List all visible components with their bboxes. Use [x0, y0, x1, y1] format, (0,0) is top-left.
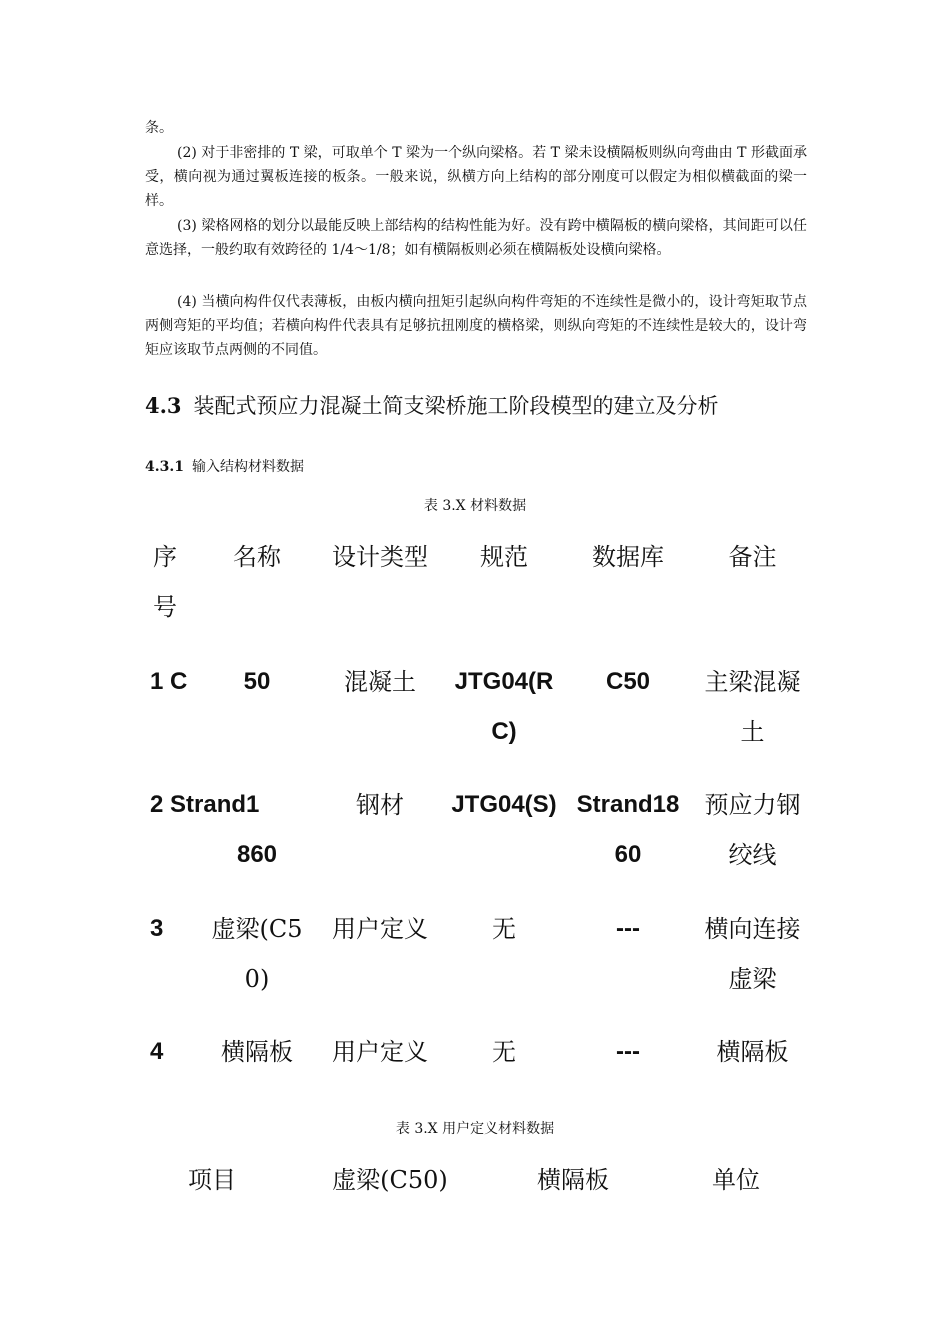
subsection-title: 输入结构材料数据: [191, 459, 304, 475]
table1-cell: JTG04(S): [451, 791, 557, 818]
table2-header-dummy-beam: 虚梁(C50): [332, 1166, 448, 1194]
subsection-heading: [145, 456, 304, 476]
table1-cell: 横隔板: [221, 1038, 293, 1066]
table1-cell: 横隔板: [716, 1038, 789, 1066]
table1-cell: C50: [605, 668, 651, 695]
table1-header-design-type: 设计类型: [332, 543, 428, 571]
table1-cell: 无: [492, 1038, 516, 1066]
table1-caption: 表 3.X 材料数据: [423, 498, 527, 514]
table1-cell: 1 C: [150, 668, 188, 695]
table1-header-database: 数据库: [592, 543, 664, 571]
table1-cell: 3: [150, 915, 164, 942]
table1-cell: 虚梁(C50): [211, 915, 303, 993]
section-heading: [145, 390, 719, 420]
table1-cell: 无: [492, 915, 516, 943]
table1-cell: 用户定义: [332, 915, 428, 943]
table1-cell: 860: [236, 841, 278, 868]
table1-cell: ---: [616, 915, 640, 942]
section-title: 装配式预应力混凝土简支梁桥施工阶段模型的建立及分析: [193, 394, 719, 418]
table1-cell: 用户定义: [332, 1038, 428, 1066]
table1-header-name: 名称: [233, 543, 281, 571]
table1-cell: 2 Strand1: [150, 791, 260, 818]
table1-cell: 4: [150, 1038, 164, 1065]
section-number: 4.3: [145, 393, 182, 418]
subsection-number: 4.3.1: [145, 459, 184, 475]
table2-header-diaphragm: 横隔板: [537, 1166, 609, 1194]
table2-caption: 表 3.X 用户定义材料数据: [395, 1121, 555, 1137]
table1-header-code: 规范: [480, 543, 528, 571]
table1-header-remark: 备注: [728, 543, 777, 571]
table1-cell: 预应力钢绞线: [704, 791, 801, 869]
table2-header-unit: 单位: [712, 1166, 760, 1194]
paragraph-4: (4) 当横向构件仅代表薄板，由板内横向扭矩引起纵向构件弯矩的不连续性是微小的，设计弯矩取节点两侧弯矩的平均值；若横向构件代表具有足够抗扭刚度的横格梁，则纵向弯矩的不连续性是较大的，设计弯矩应该取节点两侧的不同值。: [145, 294, 807, 358]
table1-cell: Strand1860: [576, 791, 680, 868]
table1-header-index: 序号: [153, 543, 177, 621]
paragraph-3: (3) 梁格网格的划分以最能反映上部结构的结构性能为好。没有跨中横隔板的横向梁格，其间距可以任意选择，一般约取有效跨径的 1/4～1/8；如有横隔板则必须在横隔板处设横向梁格。: [145, 218, 807, 258]
table1-cell: JTG04(RC): [454, 668, 554, 745]
table1-cell: 混凝土: [344, 668, 416, 696]
table1-cell: 钢材: [356, 791, 404, 819]
table1-cell: 主梁混凝土: [704, 668, 801, 746]
paragraph-continuation: 条。: [145, 120, 173, 136]
table1-cell: 横向连接虚梁: [704, 915, 801, 993]
table2-header-item: 项目: [188, 1166, 236, 1194]
table1-cell: 50: [243, 668, 271, 695]
table1-cell: ---: [616, 1038, 640, 1065]
paragraph-2: (2) 对于非密排的 T 梁，可取单个 T 梁为一个纵向梁格。若 T 梁未设横隔板则纵向弯曲由 T 形截面承受，横向视为通过翼板连接的板条。一般来说，纵横方向上结构的部分刚度可以假定为相似横截面的梁一样。: [145, 145, 807, 209]
